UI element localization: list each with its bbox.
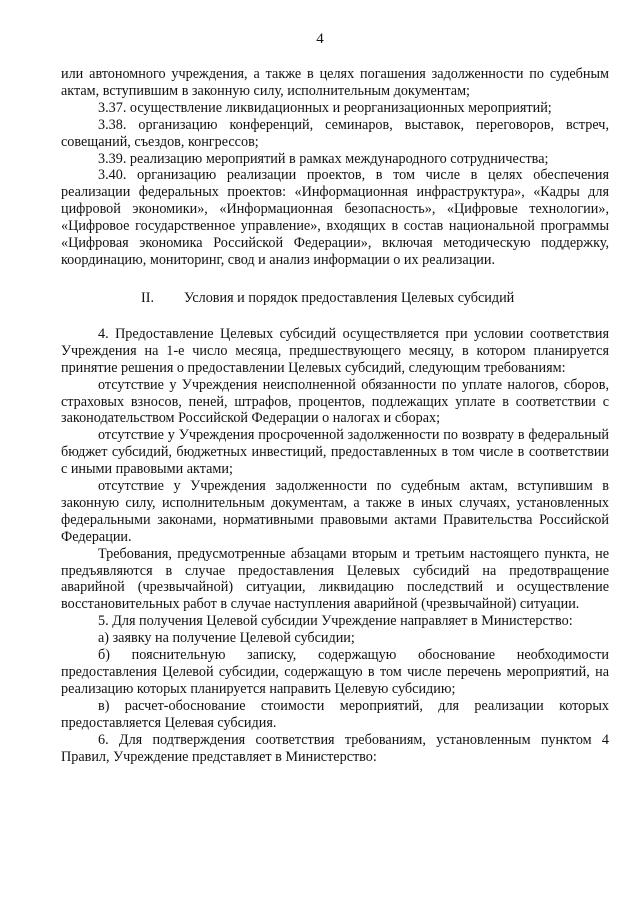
- paragraph: 3.40. организацию реализации проектов, в том числе в целях обеспечения реализации федеральных проектов: «Информационная инфраструктура», «Кадры для цифровой экономики», «Информационная безопасность», «Цифровые технологии», «Цифровое государственное управление», входящих в состав национальной программы «Цифровая экономика Российской Федерации», включая методическую поддержку, координацию, мониторинг, свод и анализ информации о их реализации.: [61, 167, 609, 268]
- paragraph: 3.38. организацию конференций, семинаров, выставок, переговоров, встреч, совещаний, съездов, конгрессов;: [61, 116, 609, 150]
- paragraph: 3.39. реализацию мероприятий в рамках международного сотрудничества;: [98, 150, 549, 167]
- paragraph: отсутствие у Учреждения просроченной задолженности по возврату в федеральный бюджет субсидий, бюджетных инвестиций, предоставленных в том числе в соответствии с иными правовыми актами;: [61, 427, 609, 478]
- paragraph: отсутствие у Учреждения неисполненной обязанности по уплате налогов, сборов, страховых взносов, пеней, штрафов, процентов, подлежащих уплате в соответствии с законодательством Российской Федерации о налогах и сборах;: [61, 376, 609, 427]
- paragraph: 3.37. осуществление ликвидационных и реорганизационных мероприятий;: [98, 99, 552, 116]
- paragraph: б) пояснительную записку, содержащую обоснование необходимости предоставления Целевой субсидии, содержащую в том числе перечень мероприятий, на реализацию которых планируется направить Целевую субсидию;: [61, 647, 609, 697]
- paragraph: отсутствие у Учреждения задолженности по судебным актам, вступившим в законную силу, исполнительным документам, а также в иных случаях, установленных федеральными законами, нормативными правовыми актами Правительства Российской Федерации.: [61, 478, 609, 545]
- document-body: [61, 66, 609, 765]
- section-heading: [61, 290, 609, 307]
- paragraph: в) расчет-обоснование стоимости мероприятий, для реализации которых предоставляется Целевая субсидия.: [61, 697, 609, 731]
- page-number: 4: [316, 31, 324, 47]
- paragraph: или автономного учреждения, а также в целях погашения задолженности по судебным актам, вступившим в законную силу, исполнительным документам;: [61, 66, 609, 99]
- paragraph: 6. Для подтверждения соответствия требованиям, установленным пунктом 4 Правил, Учреждение представляет в Министерство:: [61, 731, 609, 765]
- section-title: Условия и порядок предоставления Целевых субсидий: [184, 289, 515, 306]
- paragraph: Требования, предусмотренные абзацами вторым и третьим настоящего пункта, не предъявляются в случае предоставления Целевых субсидий на предотвращение аварийной (чрезвычайной) ситуации, ликвидацию последствий и осуществление восстановительных работ в случае наступления аварийной (чрезвычайной) ситуации.: [61, 545, 609, 613]
- paragraph: а) заявку на получение Целевой субсидии;: [98, 630, 355, 647]
- section-number: II.: [141, 289, 154, 306]
- paragraph: 4. Предоставление Целевых субсидий осуществляется при условии соответствия Учреждения на 1-е число месяца, предшествующего месяцу, в котором планируется принятие решения о предоставлении Целевых субсидий, следующим требованиям:: [61, 325, 609, 376]
- paragraph: 5. Для получения Целевой субсидии Учреждение направляет в Министерство:: [98, 613, 573, 630]
